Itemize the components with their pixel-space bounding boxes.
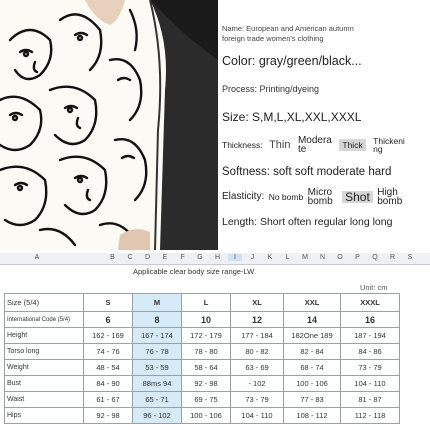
- size-header-row: [5, 294, 400, 312]
- table-cell: 73 - 79: [231, 392, 284, 408]
- column-letter[interactable]: L: [285, 254, 290, 261]
- table-cell: 92 - 98: [182, 376, 231, 392]
- elasticity-label: Elasticity:: [222, 191, 265, 202]
- column-letter[interactable]: P: [355, 254, 360, 261]
- column-letter[interactable]: A: [34, 254, 40, 261]
- column-letter[interactable]: S: [407, 254, 413, 261]
- product-length: Length: Short often regular long long: [222, 216, 393, 228]
- column-letter[interactable]: D: [144, 254, 151, 261]
- table-cell: 104 - 110: [231, 408, 284, 424]
- column-letter[interactable]: E: [162, 254, 168, 261]
- column-header-bar: [0, 253, 430, 265]
- table-cell: 84 - 90: [84, 376, 133, 392]
- row-label: Waist: [5, 392, 84, 408]
- table-cell: 88ms 94: [133, 376, 182, 392]
- table-cell: 73 - 79: [341, 360, 400, 376]
- product-softness: Softness: soft soft moderate hard: [222, 166, 392, 178]
- table-row: [5, 344, 400, 360]
- table-cell: 82 - 84: [284, 344, 341, 360]
- elasticity-option: High bomb: [377, 187, 403, 207]
- table-cell: 108 - 112: [284, 408, 341, 424]
- table-cell: 8: [133, 312, 182, 328]
- column-letter[interactable]: C: [127, 254, 133, 261]
- column-letter[interactable]: Q: [372, 254, 378, 261]
- product-size: Size: S,M,L,XL,XXL,XXXL: [222, 110, 362, 124]
- table-row: [5, 376, 400, 392]
- table-cell: 14: [284, 312, 341, 328]
- thickness-option: Thin: [269, 139, 291, 151]
- table-row: [5, 360, 400, 376]
- table-cell: 65 - 71: [133, 392, 182, 408]
- unit-label: Unit: cm: [360, 283, 388, 292]
- size-cell: S: [84, 294, 133, 312]
- product-process: Process: Printing/dyeing: [222, 84, 320, 94]
- table-cell: - 102: [231, 376, 284, 392]
- thickness-option: Thickening: [373, 136, 405, 154]
- row-label: Hips: [5, 408, 84, 424]
- table-cell: 63 - 69: [231, 360, 284, 376]
- thickness-option: Moderate: [297, 135, 332, 155]
- table-cell: 74 - 76: [84, 344, 133, 360]
- elasticity-option: Micro bomb: [307, 187, 333, 207]
- table-cell: 182One 189: [284, 328, 341, 344]
- thickness-label: Thickness:: [222, 140, 263, 150]
- column-letter[interactable]: N: [319, 254, 326, 261]
- table-cell: 112 - 118: [341, 408, 400, 424]
- column-letter[interactable]: R: [389, 254, 396, 261]
- row-label: Weight: [5, 360, 84, 376]
- elasticity-option-selected: Shot: [342, 191, 373, 203]
- row-label: Bust: [5, 376, 84, 392]
- table-cell: 104 - 110: [341, 376, 400, 392]
- size-cell: XL: [231, 294, 284, 312]
- product-photo: [0, 0, 218, 250]
- table-cell: 76 - 78: [133, 344, 182, 360]
- size-cell: XXL: [284, 294, 341, 312]
- table-cell: 69 - 75: [182, 392, 231, 408]
- table-cell: 172 - 179: [182, 328, 231, 344]
- table-cell: 187 - 194: [341, 328, 400, 344]
- table-cell: 100 - 106: [182, 408, 231, 424]
- table-cell: 96 - 102: [133, 408, 182, 424]
- table-cell: 16: [341, 312, 400, 328]
- table-cell: 77 - 83: [284, 392, 341, 408]
- table-cell: 61 - 67: [84, 392, 133, 408]
- column-letter[interactable]: H: [214, 254, 221, 261]
- row-label: International Code (5/4): [5, 312, 84, 328]
- column-letter[interactable]: J: [250, 254, 255, 261]
- row-label: Height: [5, 328, 84, 344]
- size-cell: M: [133, 294, 182, 312]
- column-letter[interactable]: B: [110, 254, 115, 261]
- table-cell: 48 - 54: [84, 360, 133, 376]
- table-row: [5, 328, 400, 344]
- table-cell: 58 - 64: [182, 360, 231, 376]
- column-letter[interactable]: F: [180, 254, 185, 261]
- elasticity-option: No bomb: [268, 192, 304, 202]
- column-letter[interactable]: K: [267, 254, 273, 261]
- table-row: [5, 392, 400, 408]
- table-cell: 78 - 80: [182, 344, 231, 360]
- product-name: Name: European and American autumn foreign trade women's clothing: [222, 24, 354, 43]
- table-cell: 177 - 184: [231, 328, 284, 344]
- table-cell: 162 - 169: [84, 328, 133, 344]
- size-header-label: Size (5/4): [5, 294, 84, 312]
- column-letter[interactable]: O: [337, 254, 343, 261]
- row-label: Torso long: [5, 344, 84, 360]
- thickness-row: [222, 136, 405, 154]
- elasticity-row: [222, 188, 407, 206]
- table-cell: 10: [182, 312, 231, 328]
- table-cell: 12: [231, 312, 284, 328]
- size-cell: L: [182, 294, 231, 312]
- size-cell: XXXL: [341, 294, 400, 312]
- international-code-row: [5, 312, 400, 328]
- size-table: [4, 293, 400, 424]
- table-row: [5, 408, 400, 424]
- table-cell: 6: [84, 312, 133, 328]
- table-cell: 100 - 106: [284, 376, 341, 392]
- column-letter[interactable]: G: [197, 254, 203, 261]
- thickness-option-selected: Thick: [339, 139, 365, 151]
- size-chart: [0, 253, 430, 430]
- column-letter[interactable]: M: [302, 254, 308, 261]
- table-cell: 68 - 74: [284, 360, 341, 376]
- table-cell: 92 - 98: [84, 408, 133, 424]
- table-cell: 80 - 82: [231, 344, 284, 360]
- table-cell: 53 - 59: [133, 360, 182, 376]
- chart-title: Applicable clear body size range-LW: [133, 267, 255, 276]
- table-cell: 81 - 87: [341, 392, 400, 408]
- table-cell: 167 - 174: [133, 328, 182, 344]
- product-color: Color: gray/green/black...: [222, 54, 362, 68]
- column-letter[interactable]: I: [228, 254, 242, 261]
- table-cell: 84 - 86: [341, 344, 400, 360]
